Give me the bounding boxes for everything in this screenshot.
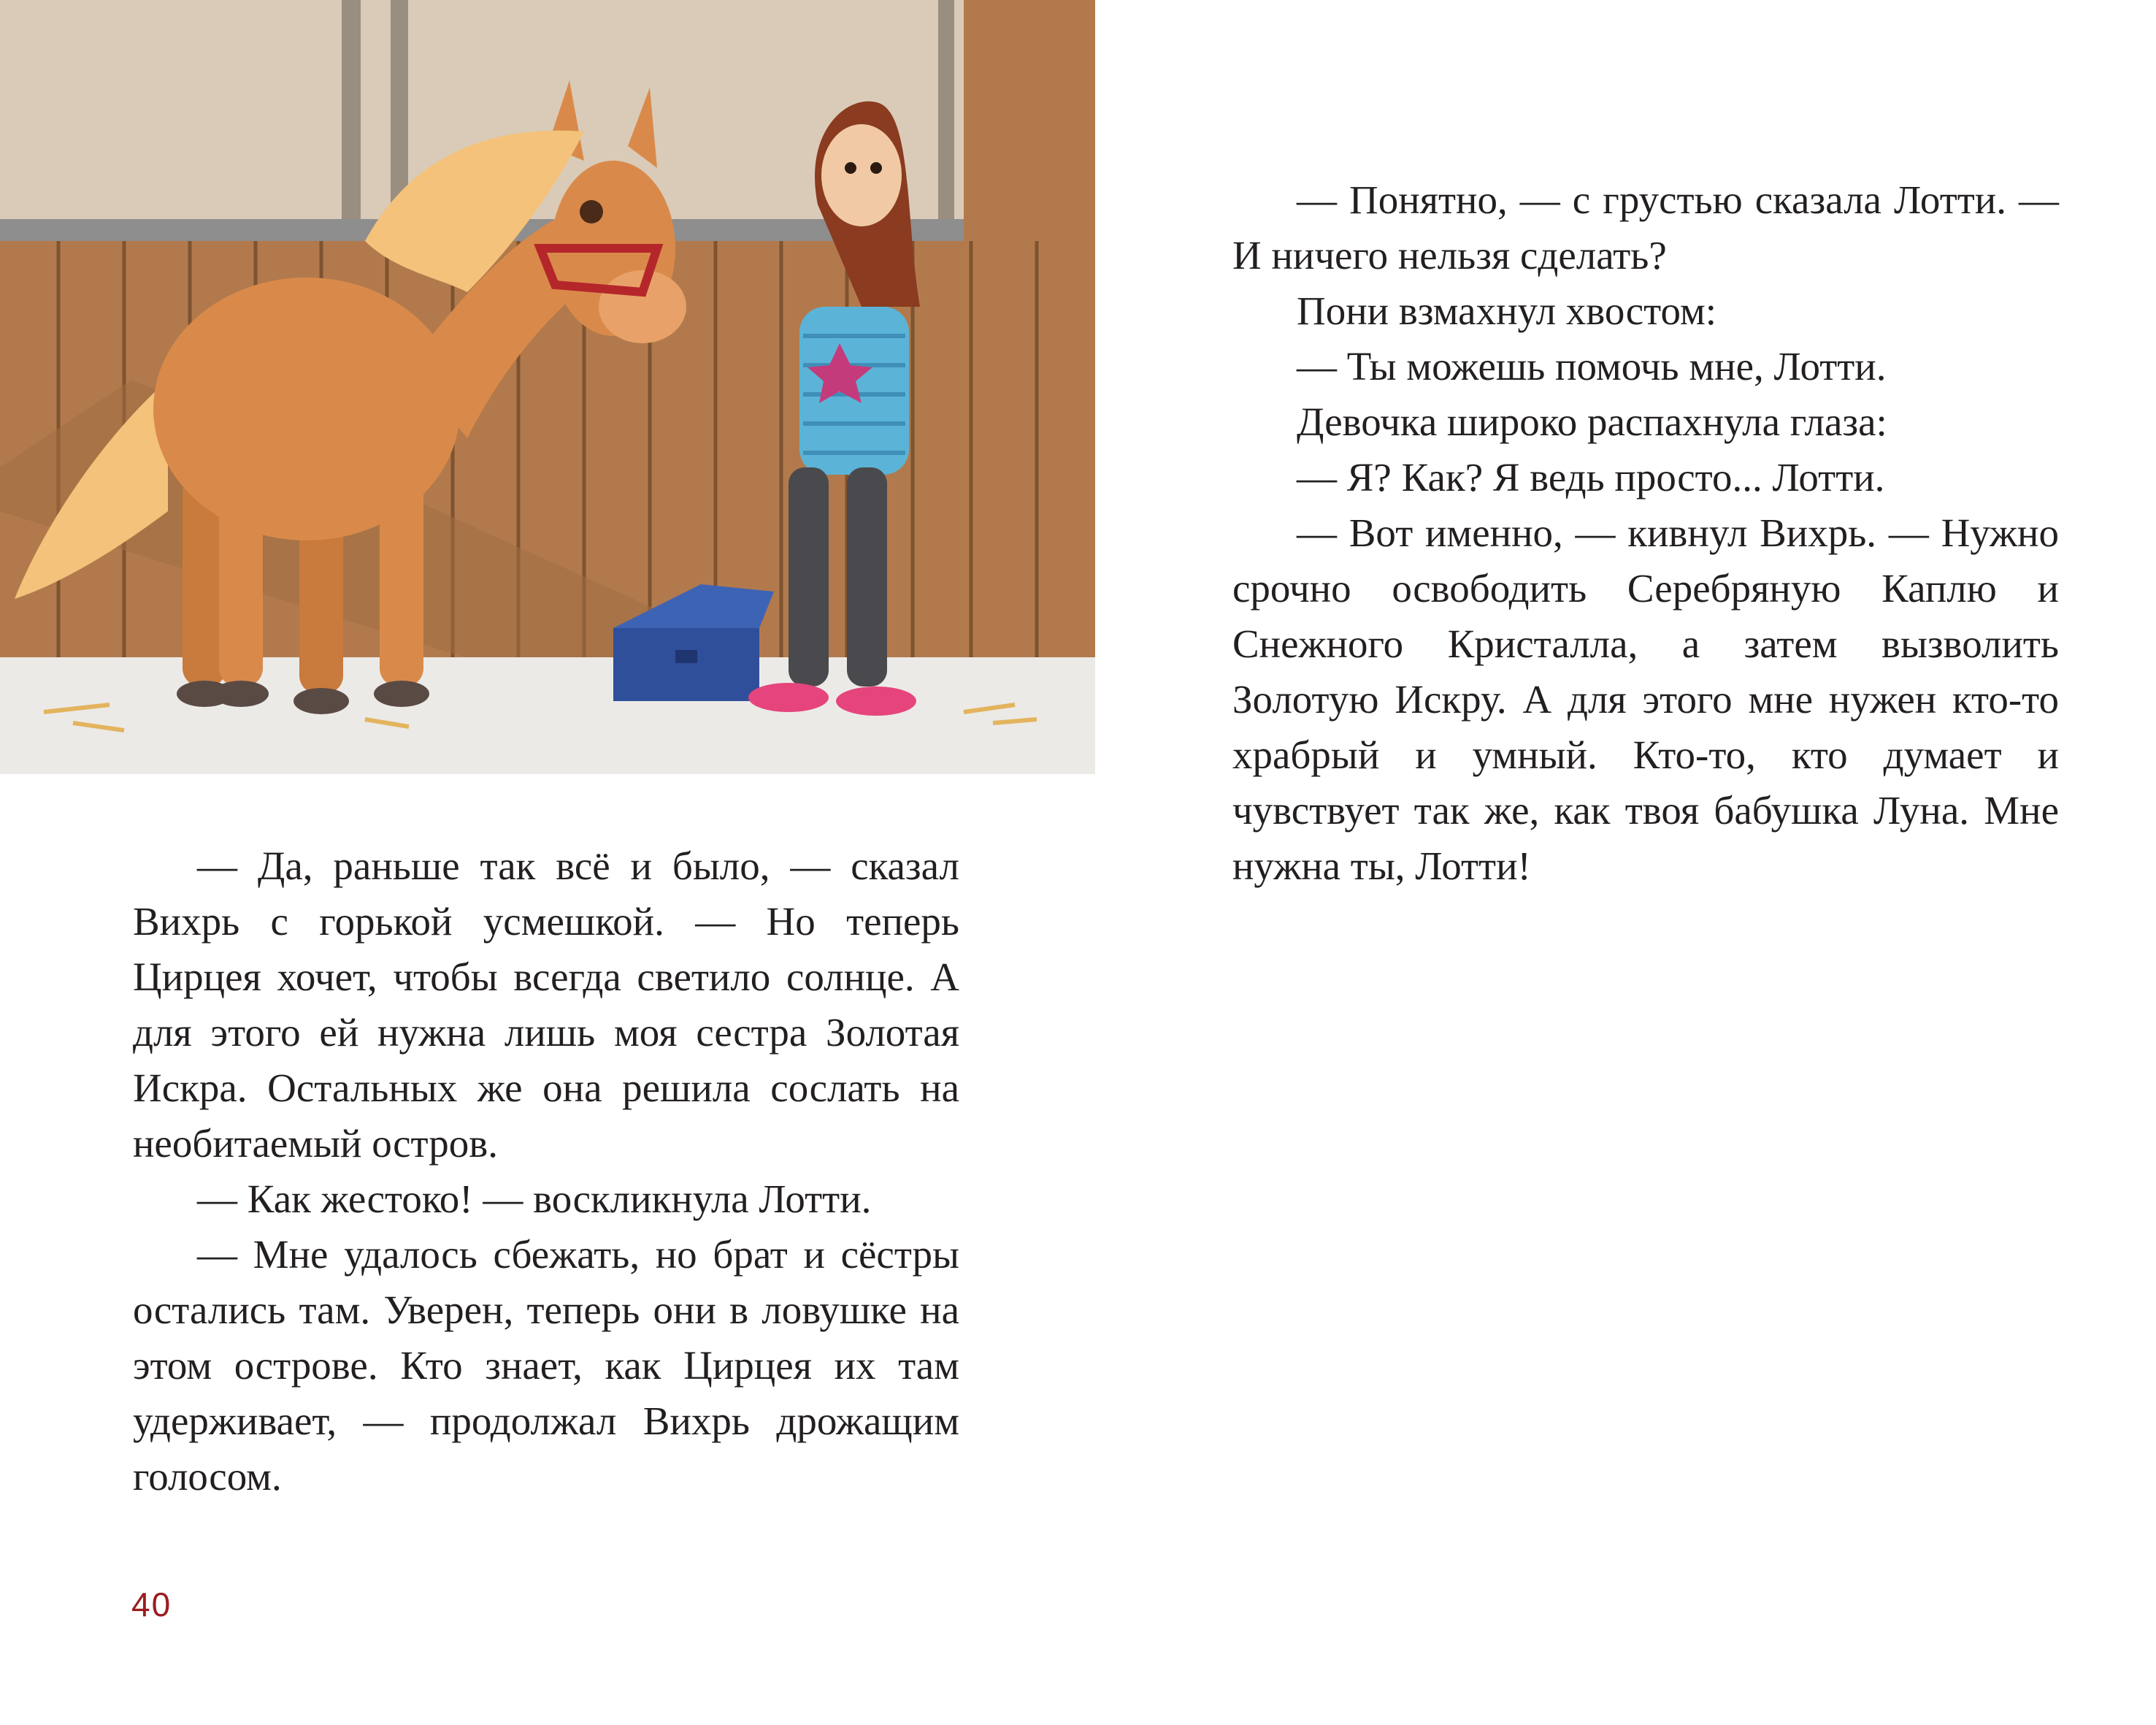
left-page-text	[133, 838, 959, 1504]
paragraph: — Мне удалось сбежать, но брат и сёстры остались там. Уверен, теперь они в ловушке на этом острове. Кто знает, как Цирцея их там удерживает, — продолжал Вихрь дрожащим голосом.	[133, 1232, 959, 1499]
illustration-svg	[0, 0, 1095, 774]
stable-illustration	[0, 0, 1095, 774]
paragraph: — Ты можешь помочь мне, Лотти.	[1297, 344, 1887, 389]
paragraph: Девочка широко распахнула глаза:	[1297, 399, 1887, 444]
paragraph: — Как жестоко! — воскликнула Лотти.	[197, 1177, 872, 1221]
stable-wall-icon	[0, 0, 1095, 241]
paragraph: — Да, раньше так всё и было, — сказал Вихрь с горькой усмешкой. — Но теперь Цирцея хочет, чтобы всегда светило солнце. А для этого ей нужна лишь моя сестра Золотая Искра. Остальных же она решила сослать на необитаемый остров.	[133, 844, 959, 1166]
paragraph: — Понятно, — с грустью сказала Лотти. — И ничего нельзя сделать?	[1232, 177, 2059, 278]
right-page-text	[1232, 172, 2059, 894]
paragraph: — Я? Как? Я ведь просто... Лотти.	[1297, 455, 1885, 500]
paragraph: — Вот именно, — кивнул Вихрь. — Нужно срочно освободить Серебряную Каплю и Снежного Кристалла, а затем вызволить Золотую Искру. А для этого мне нужен кто-то храбрый и умный. Кто-то, кто думает и чувствует так же, как твоя бабушка Луна. Мне нужна ты, Лотти!	[1232, 510, 2059, 888]
page-number: 40	[131, 1586, 172, 1623]
paragraph: Пони взмахнул хвостом:	[1297, 288, 1717, 333]
stable-floor	[0, 657, 1095, 774]
wood-post	[964, 0, 1095, 241]
